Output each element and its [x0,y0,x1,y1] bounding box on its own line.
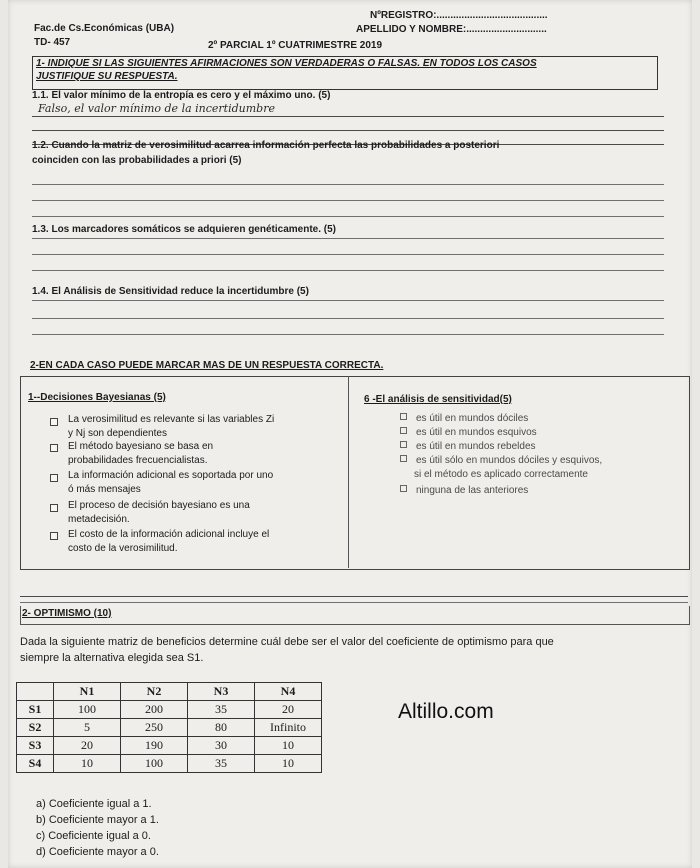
column-divider [348,376,349,568]
table-header-row [17,683,322,701]
table-row [17,737,322,755]
option-text: El método bayesiano se basa en [68,441,214,452]
benefit-matrix [16,682,322,773]
answer-line [32,300,664,301]
option-text: El proceso de decisión bayesiano es una [68,500,250,511]
separator-line [20,596,688,597]
row-label: S3 [17,737,54,755]
checkbox[interactable] [50,474,58,482]
table-cell: 5 [54,719,121,737]
sensitivity-option[interactable]: es útil sólo en mundos dóciles y esquivos, [400,455,602,466]
table-cell: 10 [255,737,322,755]
answer-option-d[interactable]: d) Coeficiente mayor a 0. [36,846,159,858]
option-text: y Nj son dependientes [68,428,167,439]
option-text: probabilidades frecuencialistas. [68,455,208,466]
sensitivity-option[interactable]: ninguna de las anteriores [400,485,528,496]
table-cell: 35 [188,755,255,773]
option-text: metadecisión. [68,514,130,525]
handwritten-answer: Falso, el valor mínimo de la incertidumbre [38,102,275,115]
checkbox[interactable] [400,485,407,492]
option-text: ó más mensajes [68,484,141,495]
table-cell: 10 [255,755,322,773]
checkbox[interactable] [400,427,407,434]
section3-title: 2- OPTIMISMO (10) [22,608,112,619]
answer-line [32,200,664,201]
option-text: costo de la verosimilitud. [68,543,178,554]
answer-line [32,116,664,117]
table-cell: 190 [121,737,188,755]
answer-line [32,184,664,185]
sensitivity-option[interactable]: es útil en mundos rebeldes [400,441,536,452]
checkbox[interactable] [50,532,58,540]
question-1-3: 1.3. Los marcadores somáticos se adquieren genéticamente. (5) [32,224,337,235]
table-cell: 35 [188,701,255,719]
answer-option-b[interactable]: b) Coeficiente mayor a 1. [36,814,159,826]
table-cell: 10 [54,755,121,773]
checkbox[interactable] [50,504,58,512]
table-row [17,701,322,719]
section1-instruction: 1- INDIQUE SI LAS SIGUIENTES AFIRMACIONES SON VERDADERAS O FALSAS. EN TODOS LOS CASOS [36,58,537,69]
table-cell: 20 [255,701,322,719]
checkbox[interactable] [400,413,407,420]
separator-line [20,602,688,603]
table-cell: 20 [54,737,121,755]
question-1-4: 1.4. El Análisis de Sensitividad reduce la incertidumbre (5) [32,286,309,297]
table-cell: 30 [188,737,255,755]
bayesian-heading: 1--Decisiones Bayesianas (5) [28,392,166,403]
section3-prompt-2: siempre la alternativa elegida sea S1. [20,652,204,664]
table-cell: 80 [188,719,255,737]
checkbox[interactable] [400,455,407,462]
question-1-2-cont: coinciden con las probabilidades a priori (5) [32,155,242,166]
answer-option-a[interactable]: a) Coeficiente igual a 1. [36,798,152,810]
exam-page [8,0,692,868]
sensitivity-option[interactable]: es útil en mundos dóciles [400,413,528,424]
table-row [17,755,322,773]
answer-option-c[interactable]: c) Coeficiente igual a 0. [36,830,151,842]
column-header: N2 [121,683,188,701]
question-1-2: 1.2. Cuando la matriz de verosimilitud acarrea información perfecta las probabilidades a posteriori [32,140,500,151]
exam-code: TD- 457 [34,37,71,48]
option-text: La verosimilitud es relevante si las variables Zi [68,414,275,425]
column-header: N1 [54,683,121,701]
sensitivity-heading: 6 -El análisis de sensitividad(5) [364,394,512,405]
answer-line [32,270,664,271]
watermark-text: Altillo.com [398,700,494,723]
sensitivity-option-cont: si el método es aplicado correctamente [414,469,588,480]
row-label: S2 [17,719,54,737]
table-cell: 250 [121,719,188,737]
table-cell: Infinito [255,719,322,737]
apellido-field: APELLIDO Y NOMBRE:............................. [356,24,547,35]
checkbox[interactable] [50,418,58,426]
answer-line [32,238,664,239]
answer-line [32,254,664,255]
answer-line [32,334,664,335]
sensitivity-option[interactable]: es útil en mundos esquivos [400,427,537,438]
answer-line [32,130,664,131]
answer-line [32,216,664,217]
exam-title: 2º PARCIAL 1º CUATRIMESTRE 2019 [208,40,383,51]
checkbox[interactable] [400,441,407,448]
answer-line [32,318,664,319]
table-row [17,719,322,737]
row-label: S4 [17,755,54,773]
row-label: S1 [17,701,54,719]
table-cell: 100 [54,701,121,719]
option-text: La información adicional es soportada por uno [68,470,274,481]
column-header [17,683,54,701]
section1-instruction-2: JUSTIFIQUE SU RESPUESTA. [36,71,178,82]
table-cell: 200 [121,701,188,719]
column-header: N3 [188,683,255,701]
checkbox[interactable] [50,444,58,452]
column-header: N4 [255,683,322,701]
question-1-1: 1.1. El valor mínimo de la entropía es cero y el máximo uno. (5) [32,90,331,101]
section2-title: 2-EN CADA CASO PUEDE MARCAR MAS DE UN RESPUESTA CORRECTA. [30,360,384,371]
table-cell: 100 [121,755,188,773]
faculty-label: Fac.de Cs.Económicas (UBA) [34,23,175,34]
section3-header-box [20,606,690,625]
option-text: El costo de la información adicional incluye el [68,529,270,540]
section3-prompt: Dada la siguiente matriz de beneficios determine cuál debe ser el valor del coeficiente de optimismo para que [20,636,554,648]
registro-field: NºREGISTRO:........................................ [370,10,548,21]
